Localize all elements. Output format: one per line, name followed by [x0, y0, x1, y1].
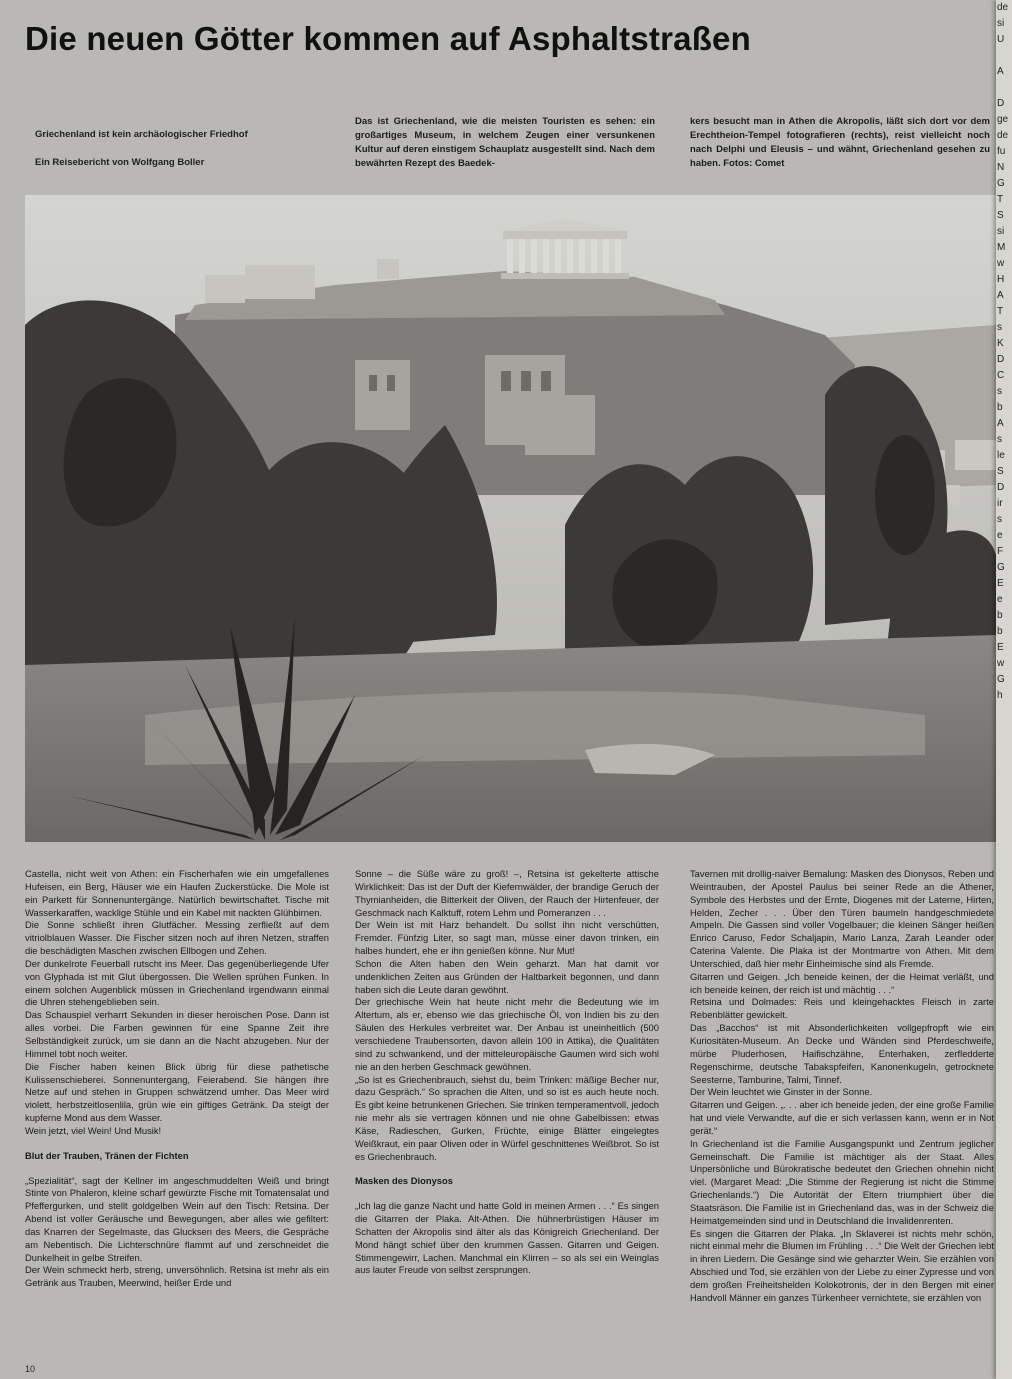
text-column-3	[690, 868, 994, 1305]
article-dek	[35, 128, 335, 184]
text-column-2	[355, 868, 659, 1277]
paragraph: Der Wein schmeckt herb, streng, unversöhnlich. Retsina ist mehr als ein Getränk aus Trauben, Meerwind, heißer Erde und	[25, 1264, 329, 1289]
paragraph: „Spezialität“, sagt der Kellner im angeschmuddelten Weiß und bringt Stinte von Phaleron, kleine scharf gewürzte Fische mit Tomatensalat und Pfeffergurken, und stellt goldgelben Wein auf den Tisch: Retsina. Der Abend ist voller Geräusche und Bewegungen, aber alles wie gefiltert: das Knarren der Segelmaste, das Glucksen des Meers, die Gespräche am Nebentisch. Die Lichterschnüre flammt auf und zerschneidet die Dunkelheit in gelbe Streifen.	[25, 1174, 329, 1263]
adjacent-page-fragment: H	[997, 274, 1005, 285]
adjacent-page-fragment: b	[997, 626, 1003, 637]
text-column-1	[25, 868, 329, 1290]
article-headline: Die neuen Götter kommen auf Asphaltstraßen	[25, 20, 751, 57]
adjacent-page-fragment: de	[997, 2, 1009, 13]
section-heading: Blut der Trauben, Tränen der Fichten	[25, 1149, 189, 1161]
adjacent-page-edge	[996, 0, 1012, 1379]
adjacent-page-fragment	[996, 48, 1012, 64]
adjacent-page-fragment: A	[997, 66, 1004, 77]
adjacent-page-fragment: D	[997, 354, 1005, 365]
paragraph: Tavernen mit drollig-naiver Bemalung: Masken des Dionysos, Reben und Weintrauben, der Apostel Paulus bei seiner Rede an die Athener, Symbole des Herbstes und der Ernte, Diogenes mit der Laterne, Hirten, Helden, Zecher . . . Über den Türen baumeln handgeschmiedete Ampeln. Die Gassen sind voller Vogelbauer; die kleinen Sänger heißen Enrico Caruso, Fedor Schaljapin, Mario Lanza, Zarah Leander oder Caterina Valente. Die Plaka ist der Montmartre von Athen. Mit dem Unterschied, daß hier mehr Einheimische sind als Fremde.	[690, 868, 994, 969]
article-byline: Ein Reisebericht von Wolfgang Boller	[35, 157, 205, 168]
page-number: 10	[25, 1364, 36, 1374]
adjacent-page-fragment: e	[997, 594, 1003, 605]
intro-text-left: Das ist Griechenland, wie die meisten Touristen es sehen: ein großartiges Museum, in welchem Zeugen einer versunkenen Kultur auf deren einstigem Schauplatz ausgestellt sind. Nach dem bewährten Rezept des Baedek-	[355, 116, 655, 169]
adjacent-page-fragment: S	[997, 466, 1004, 477]
adjacent-page-fragment: K	[997, 338, 1004, 349]
adjacent-page-fragment: ir	[997, 498, 1003, 509]
paragraph: Der griechische Wein hat heute nicht mehr die Bedeutung wie im Altertum, als er, ebenso wie das griechische Öl, von Indien bis zu den Säulen des Herkules verbreitet war. Der Anbau ist uneinheitlich (500 verschiedene Traubensorten, davon allein 100 in Attika), die Qualitäten sind zu schwankend, und der mitteleuropäische Gaumen wird sich wohl nie an den herben Geschmack gewöhnen.	[355, 996, 659, 1072]
adjacent-page-fragment: E	[997, 642, 1004, 653]
paragraph: Retsina und Dolmades: Reis und kleingehacktes Fleisch in zarte Rebenblätter gewickelt.	[690, 996, 994, 1021]
paragraph: Sonne – die Süße wäre zu groß! –, Retsina ist gekelterte attische Wirklichkeit: Das ist der Duft der Kiefernwälder, der brandige Geruch der Thymianheiden, die Bitterkeit der Oliven, der Rauch der Hirtenfeuer, der Geschmack nach Kalktuff, rotem Lehm und Pomeranzen . . .	[355, 868, 659, 918]
adjacent-page-fragment: w	[997, 258, 1005, 269]
adjacent-page-fragment: N	[997, 162, 1005, 173]
paragraph: Gitarren und Geigen. „. . . aber ich beneide jeden, der eine große Familie hat und viele Verwandte, auf die er sich verlassen kann, wenn er in Not gerät.“	[690, 1099, 994, 1136]
adjacent-page-fragment: w	[997, 658, 1005, 669]
paragraph: Das Schauspiel verharrt Sekunden in dieser heroischen Pose. Dann ist alles vorbei. Die Farben gewinnen für eine Spanne Zeit ihre Selbständigkeit zurück, um sie dann an die Nacht abzugeben. Nur der Himmel tobt noch weiter.	[25, 1009, 329, 1059]
paragraph: Das „Bacchos“ ist mit Absonderlichkeiten vollgepfropft wie ein Kuriositäten-Museum. An Decke und Wänden sind Pferdeschweife, mürbe Pluderhosen, Haifischzähne, Enterhaken, zerfledderte Regenschirme, deutsche Tabakspfeifen, Kanonenkugeln, getrocknete Seesterne, Tamburine, Talmi, Tinnef.	[690, 1022, 994, 1085]
adjacent-page-fragment: b	[997, 402, 1003, 413]
paragraph: In Griechenland ist die Familie Ausgangspunkt und Zentrum jeglicher Gemeinschaft. Die Familie ist mächtiger als der Staat. Alles Unpersönliche und Bürokratische bedeutet den Griechen ohnehin nicht viel. (Margaret Mead: „Die Stimme der Regierung ist nicht die Stimme Griechenlands.“) Die Autorität der Eltern triumphiert über die Staatsräson. Die Familie ist in Griechenland das, was in der Schweiz die Heimatgemeinden sind und in Deutschland die Invalidenrenten.	[690, 1137, 994, 1226]
paragraph: Die Fischer haben keinen Blick übrig für diese pathetische Kulissenschieberei. Sonnenuntergang, Feierabend. Sie hängen ihre Netze auf und stehen in Gruppen schwätzend umher. Das Meer wird violett, herbstzeitlosenlila, grün wie ein giftiges Getränk. Da steigt der kupferne Mond aus dem Wasser.	[25, 1060, 329, 1124]
paragraph: Die Sonne schließt ihren Glutfächer. Messing zerfließt auf dem vitriolblauen Wasser. Die Fischer sitzen noch auf ihren Netzen, straffen die beschädigten Maschen zwischen Ellbogen und Zehen.	[25, 919, 329, 957]
article-subhead: Griechenland ist kein archäologischer Friedhof	[35, 129, 248, 140]
intro-text-right: kers besucht man in Athen die Akropolis, läßt sich dort vor dem Erechtheion-Tempel fotografieren (rechts), reist vielleicht noch nach Delphi und Eleusis – und wähnt, Griechenland gesehen zu haben. Fotos: Comet	[690, 116, 990, 169]
section-heading: Masken des Dionysos	[355, 1175, 453, 1187]
adjacent-page-fragment: S	[997, 210, 1004, 221]
adjacent-page-fragment: D	[997, 98, 1005, 109]
adjacent-page-fragment: s	[997, 322, 1002, 333]
paragraph: „So ist es Griechenbrauch, siehst du, beim Trinken: mäßige Becher nur, dazu Gespräch.“ So sprachen die Alten, und so ist es auch heute noch. Es gibt keine betrunkenen Griechen. Sie trinken temperamentvoll, jedoch nie mehr als sie vertragen können und nie ohne Gabelbissen: etwas Käse, Radieschen, Gurken, Früchte, einige Blätter eingelegtes Weißkraut, ein paar Oliven oder in Würfel geschnittenes Weißbrot. So ist es Griechenbrauch.	[355, 1073, 659, 1162]
adjacent-page-fragment	[996, 80, 1012, 96]
adjacent-page-fragment: G	[997, 674, 1005, 685]
adjacent-page-fragment: U	[997, 34, 1005, 45]
adjacent-page-fragment: si	[997, 18, 1005, 29]
adjacent-page-fragment: le	[997, 450, 1005, 461]
photo-illustration	[25, 195, 996, 842]
paragraph: „Ich lag die ganze Nacht und hatte Gold in meinen Armen . . .“ Es singen die Gitarren der Plaka. Alt-Athen. Die hühnerbrüstigen Häuser im Schatten der Akropolis sind älter als das Königreich Griechenland. Der Mond hängt schief über den krummen Gassen. Gitarren und Geigen. Stimmengewirr, Lachen. Manchmal ein Klirren – so als sei ein Weinglas aus lauter Freude von selbst zersprungen.	[355, 1200, 659, 1276]
adjacent-page-fragment: A	[997, 418, 1004, 429]
adjacent-page-fragment: G	[997, 562, 1005, 573]
paragraph: Schon die Alten haben den Wein geharzt. Man hat damit vor undenklichen Zeiten aus Gründen der Haltbarkeit begonnen, und dann haben sich die Leute daran gewöhnt.	[355, 957, 659, 995]
adjacent-page-fragment: C	[997, 370, 1005, 381]
adjacent-page-fragment: h	[997, 690, 1003, 701]
adjacent-page-fragment: si	[997, 226, 1005, 237]
paragraph: Der Wein ist mit Harz behandelt. Du sollst ihn nicht verschütten, Fremder. Fünfzig Liter, so sagt man, müsse einer davon trinken, ein halbes hundert, ehe er ihn genießen könne. Nur Mut!	[355, 919, 659, 957]
adjacent-page-fragment: s	[997, 434, 1002, 445]
adjacent-page-fragment: fu	[997, 146, 1006, 157]
adjacent-page-fragment: e	[997, 530, 1003, 541]
paragraph: Der dunkelrote Feuerball rutscht ins Meer. Das gegenüberliegende Ufer von Glyphada ist mit Glut übergossen. Die Wellen sprühen Funken. In einem solchen Augenblick müssen in Griechenland irgendwann einmal die Uhren stehengeblieben sein.	[25, 957, 329, 1008]
adjacent-page-fragment: A	[997, 290, 1004, 301]
adjacent-page-fragment: de	[997, 130, 1009, 141]
adjacent-page-fragment: F	[997, 546, 1004, 557]
paragraph: Castella, nicht weit von Athen: ein Fischerhafen wie ein umgefallenes Hufeisen, ein Berg, Häuser wie ein Haufen Zuckerstücke. Die Mole ist ein Parkett für Sonnenuntergänge. Natürlich bewirtschaftet. Tische mit Wasserkaraffen, wacklige Stühle und ein Kabel mit nackten Glühbirnen.	[25, 868, 329, 918]
paragraph: Es singen die Gitarren der Plaka. „In Sklaverei ist nichts mehr schön, nicht einmal mehr die Blumen im Frühling . . .“ Die Welt der Griechen lebt in ihren Liedern. Die Gesänge sind wie geharzter Wein. Sie erzählen von Abschied und Tod, sie erzählen von der Liebe zu einer Zypresse und von dem großen Freiheitshelden Kolokotronis, der in den Bergen mit einer Handvoll Männer ein ganzes Türkenheer vernichtete, sie erzählen von	[690, 1227, 994, 1303]
adjacent-page-fragment: b	[997, 610, 1003, 621]
paragraph: Wein jetzt, viel Wein! Und Musik!	[25, 1124, 162, 1136]
adjacent-page-fragment: G	[997, 178, 1005, 189]
adjacent-page-fragment: D	[997, 482, 1005, 493]
paragraph: Gitarren und Geigen. „Ich beneide keinen, der die Heimat verläßt, und ich beneide keinen, der reich ist und mächtig . . .“	[690, 970, 994, 995]
adjacent-page-fragment: M	[997, 242, 1006, 253]
adjacent-page-fragment: ge	[997, 114, 1009, 125]
adjacent-page-fragment: T	[997, 306, 1004, 317]
paragraph: Der Wein leuchtet wie Ginster in der Sonne.	[690, 1086, 873, 1098]
acropolis-photo	[25, 195, 996, 842]
adjacent-page-fragment: s	[997, 514, 1002, 525]
adjacent-page-fragment: E	[997, 578, 1004, 589]
adjacent-page-fragment: T	[997, 194, 1004, 205]
adjacent-page-fragment: s	[997, 386, 1002, 397]
